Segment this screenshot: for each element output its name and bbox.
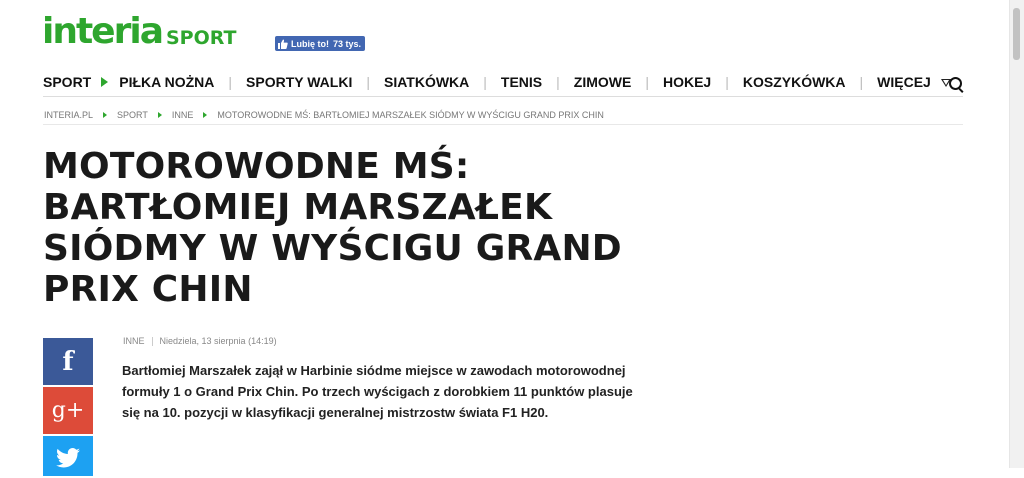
nav-item-sport[interactable]: SPORT xyxy=(43,74,92,90)
breadcrumb-item-inne[interactable]: INNE xyxy=(171,110,194,120)
nav-item-tenis[interactable]: TENIS xyxy=(500,74,543,90)
article-title: MOTOROWODNE MŚ: BARTŁOMIEJ MARSZAŁEK SIÓDMY W WYŚCIGU GRAND PRIX CHIN xyxy=(43,146,622,310)
nav-item-wiecej[interactable]: WIĘCEJ xyxy=(877,74,931,90)
social-share-bar xyxy=(43,338,93,478)
nav-item-hokej[interactable]: HOKEJ xyxy=(662,74,712,90)
nav-arrow-icon xyxy=(101,77,108,87)
thumbs-up-icon xyxy=(278,39,288,49)
logo-interia-text: interia xyxy=(42,11,162,52)
breadcrumb-arrow-icon xyxy=(103,112,107,118)
googleplus-share-button[interactable] xyxy=(43,387,93,434)
nav-item-koszykowka[interactable]: KOSZYKÓWKA xyxy=(742,74,846,90)
twitter-share-button[interactable] xyxy=(43,436,93,476)
googleplus-icon: g+ xyxy=(51,398,85,423)
twitter-icon xyxy=(56,448,80,468)
article-meta xyxy=(123,336,277,346)
nav-item-sporty-walki[interactable]: SPORTY WALKI xyxy=(246,74,353,90)
fb-like-label: Lubię to! xyxy=(291,38,329,49)
facebook-icon: f xyxy=(62,346,74,377)
breadcrumb xyxy=(44,110,604,120)
nav-item-zimowe[interactable]: ZIMOWE xyxy=(573,74,632,90)
page-scrollbar[interactable] xyxy=(1009,0,1024,468)
nav-separator: | xyxy=(556,74,560,90)
article-lead: Bartłomiej Marszałek zajął w Harbinie siódme miejsce w zawodach motorowodnej formuły 1 o Grand Prix Chin. Po trzech wyścigach z dorobkiem 11 punktów plasuje się na 10. pozycji w klasyfikacji generalnej mistrzostw świata F1 H20. xyxy=(122,363,633,420)
nav-separator: | xyxy=(645,74,649,90)
meta-separator xyxy=(152,337,153,346)
nav-item-siatkowka[interactable]: SIATKÓWKA xyxy=(383,74,470,90)
nav-separator: | xyxy=(483,74,487,90)
facebook-like-button[interactable] xyxy=(275,36,365,51)
nav-separator: | xyxy=(725,74,729,90)
nav-separator: | xyxy=(859,74,864,90)
breadcrumb-item-sport[interactable]: SPORT xyxy=(117,110,148,120)
nav-separator: | xyxy=(366,74,370,90)
breadcrumb-item-interia[interactable]: INTERIA.PL xyxy=(44,110,94,120)
scrollbar-thumb[interactable] xyxy=(1013,8,1020,60)
facebook-share-button[interactable] xyxy=(43,338,93,385)
article-date: Niedziela, 13 sierpnia (14:19) xyxy=(159,336,277,346)
search-icon[interactable] xyxy=(949,77,962,90)
nav-item-pilka-nozna[interactable]: PIŁKA NOŻNA xyxy=(119,74,215,90)
nav-separator: | xyxy=(228,74,233,90)
breadcrumb-item-current: MOTOROWODNE MŚ: BARTŁOMIEJ MARSZAŁEK SIÓDMY W WYŚCIGU GRAND PRIX CHIN xyxy=(217,110,604,120)
breadcrumb-arrow-icon xyxy=(158,112,162,118)
article-category[interactable]: INNE xyxy=(123,336,145,346)
fb-like-count: 73 tys. xyxy=(333,38,362,49)
logo-sport-text: SPORT xyxy=(165,27,237,49)
interia-sport-logo[interactable] xyxy=(42,11,237,52)
breadcrumb-divider xyxy=(43,124,963,125)
main-navigation xyxy=(43,74,963,97)
breadcrumb-arrow-icon xyxy=(203,112,207,118)
